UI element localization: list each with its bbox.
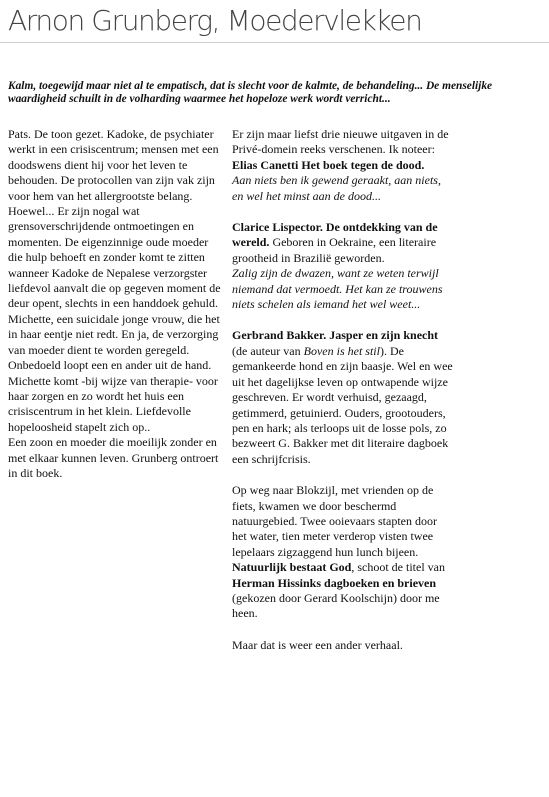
book-text-bakker-a: (de auteur van: [232, 343, 304, 358]
right-paragraph-1: Er zijn maar liefst drie nieuwe uitgaven in de Privé-domein reeks verschenen. Ik noteer:: [232, 127, 449, 157]
left-paragraph-1: Pats. De toon gezet. Kadoke, de psychiater werkt in een crisiscentrum; mensen met een doodswens dient hij voor het leven te behouden. De protocollen van zijn vak zijn voor hem van het allergrootste belang. Hoewel... Er zijn nogal wat grensoverschrijdende ontmoetingen en momenten. De eigenzinnige oude moeder die hulp behoeft en zonder komt te zitten wanneer Kadoke de Nepalese verzorgster liefdevol aanvalt die op gegeven moment de deur opent, slechts in een handdoek gehuld.: [8, 127, 221, 311]
book-title-bakker: Gerbrand Bakker. Jasper en zijn knecht: [232, 328, 439, 343]
right-column: [232, 127, 454, 653]
hissink-bold-1: Natuurlijk bestaat God: [232, 560, 352, 575]
hissink-text-1: , schoot de titel van: [351, 560, 445, 575]
book-quote-lispector: Zalig zijn de dwazen, want ze weten terwijl niemand dat vermoedt. Het kan ze trouwens niets schelen als iemand het wel weet...: [232, 266, 443, 312]
left-paragraph-4: Een zoon en moeder die moeilijk zonder en met elkaar kunnen leven. Grunberg ontroert in dit boek.: [8, 435, 219, 480]
book-text-bakker-b: ). De gemankeerde hond en zijn baasje. Wel en wee uit het dagelijkse leven op ontwapende wijze geschreven. Er wordt verhuisd, gezaagd, getimmerd, getuinierd. Ouders, grootouders, pen en hark; als terloops uit de losse pols, zo bezweert G. Bakker met dit literaire dagboek een schrijfcrisis.: [232, 343, 453, 466]
right-paragraph-hissink: [232, 560, 454, 622]
book-title-canetti: Elias Canetti Het boek tegen de dood.: [232, 157, 425, 172]
intro-text: Kalm, toegewijd maar niet al te empatisch, dat is slecht voor de kalmte, de behandeling... De menselijke waardigheid schuilt in de volharding waarmee het hopeloze werk wordt verricht...: [8, 80, 493, 105]
right-paragraph-blokzijl: Op weg naar Blokzijl, met vrienden op de fiets, kwamen we door beschermd natuurgebied. Twee ooievaars stapten door het water, tien meter verderop visten twee lepelaars zigzaggend hun lunch bijeen.: [232, 483, 437, 559]
left-paragraph-3: Onbedoeld loopt een en ander uit de hand. Michette komt -bij wijze van therapie- voor haar zorgen en zo wordt het huis een crisiscentrum in het klein. Liefdevolle hopeloosheid stapelt zich op..: [8, 358, 218, 434]
book-text-lispector: Geboren in Oekraine, een literaire grootheid in Brazilië geworden.: [232, 235, 437, 265]
left-column: [8, 127, 223, 481]
book-entry-bakker: [232, 328, 454, 467]
book-italic-bakker: Boven is het stil: [303, 343, 380, 358]
book-quote-canetti: Aan niets ben ik gewend geraakt, aan niets, en wel het minst aan de dood...: [232, 173, 441, 203]
left-paragraph-2: Michette, een suicidale jonge vrouw, die het in haar eentje niet redt. En ja, de verzorging van moeder dient te worden geregeld.: [8, 311, 220, 357]
hissink-text-2: (gekozen door Gerard Koolschijn) door me heen.: [232, 590, 440, 621]
hissink-bold-2: Herman Hissinks dagboeken en brieven: [232, 575, 437, 590]
right-paragraph-closing: Maar dat is weer een ander verhaal.: [232, 637, 403, 652]
book-entry-lispector: [232, 220, 454, 266]
book-title-lispector: Clarice Lispector. De ontdekking van de wereld.: [232, 220, 438, 250]
title-divider: [0, 42, 549, 43]
page-title: Arnon Grunberg, Moedervlekken: [8, 4, 422, 37]
